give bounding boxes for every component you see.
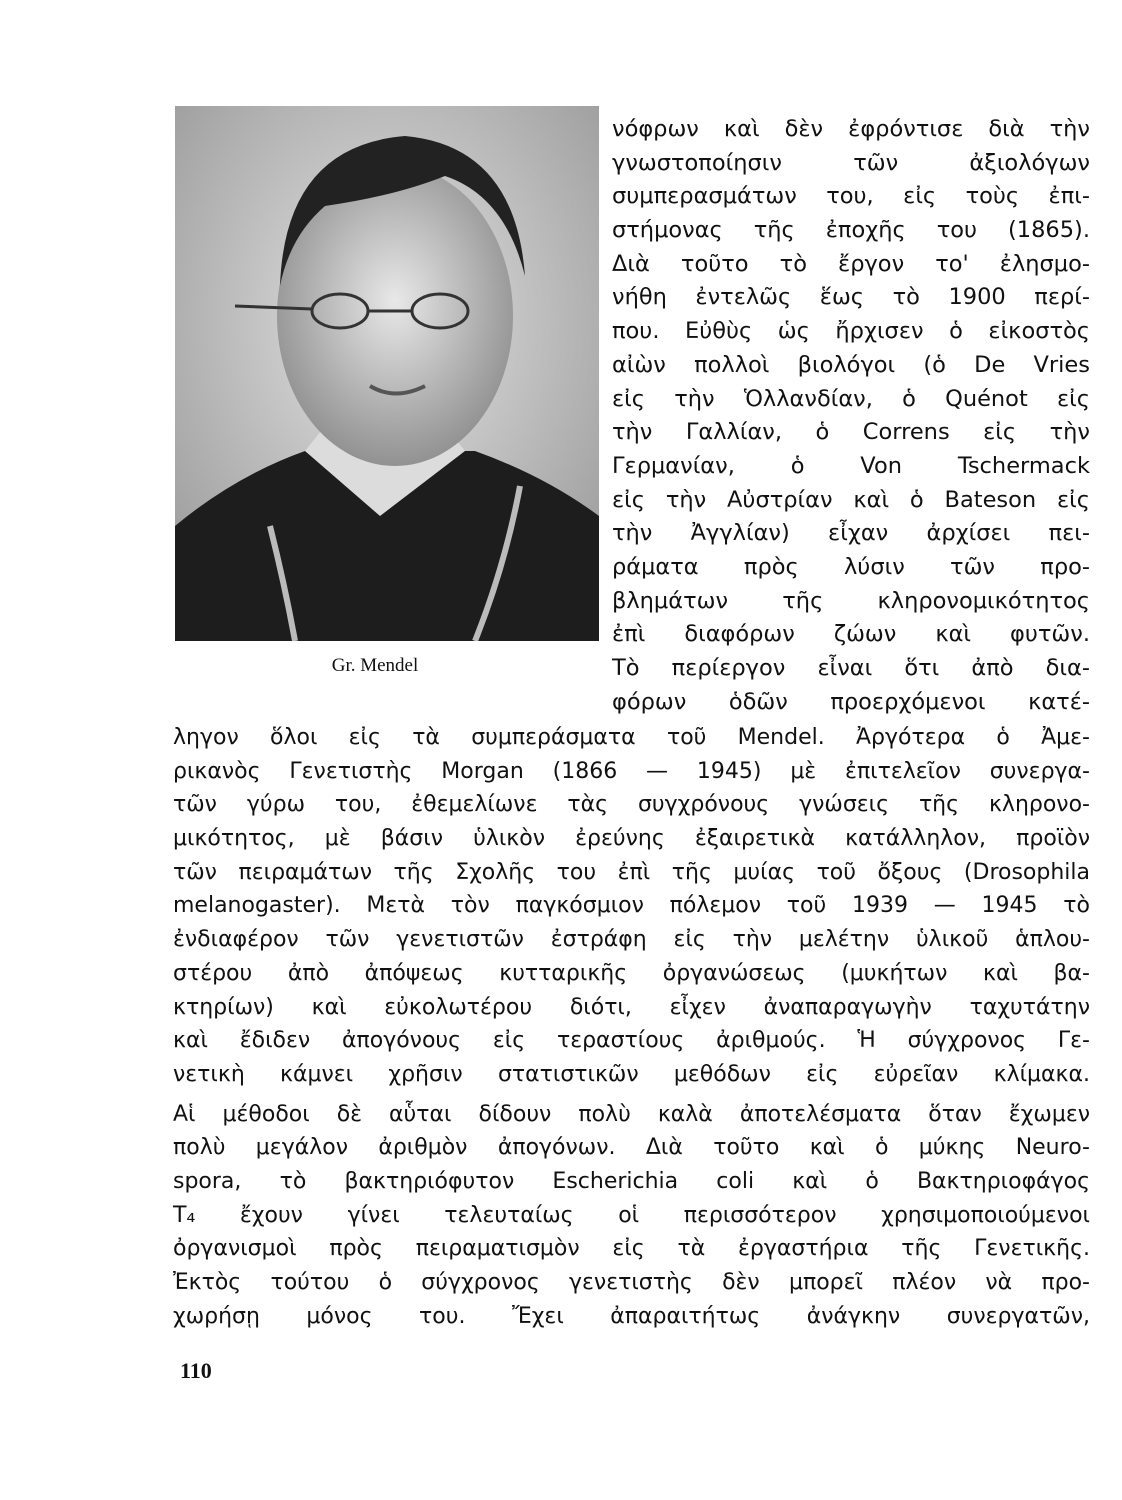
text-line: εἰς τὴν Αὐστρίαν καὶ ὁ Bateson εἰς <box>612 486 1090 513</box>
text-line: συμπερασμάτων του, εἰς τοὺς ἐπι- <box>612 183 1090 210</box>
full-width-text <box>173 721 1090 1333</box>
text-line: γνωστοποίησιν τῶν ἀξιολόγων <box>612 149 1090 176</box>
text-line: T₄ ἔχουν γίνει τελευταίως οἱ περισσότερον χρησιμοποιούμενοι <box>173 1202 1090 1228</box>
text-line: χωρήσῃ μόνος του. Ἔχει ἀπαραιτήτως ἀνάγκην συνεργατῶν, <box>173 1303 1090 1329</box>
text-line: εἰς τὴν Ὁλλανδίαν, ὁ Quénot εἰς <box>612 385 1090 412</box>
text-line: τῶν γύρω του, ἐθεμελίωνε τὰς συγχρόνους γνώσεις τῆς κληρονο- <box>173 792 1090 818</box>
text-line: στέρου ἀπὸ ἀπόψεως κυτταρικῆς ὀργανώσεως (μυκήτων καὶ βα- <box>173 960 1090 986</box>
right-column-text <box>612 113 1090 719</box>
text-line: τὴν Ἀγγλίαν) εἶχαν ἀρχίσει πει- <box>612 520 1090 547</box>
text-line: Αἱ μέθοδοι δὲ αὗται δίδουν πολὺ καλὰ ἀποτελέσματα ὅταν ἔχωμεν <box>173 1101 1090 1127</box>
text-line: ἐπὶ διαφόρων ζώων καὶ φυτῶν. <box>612 621 1090 648</box>
text-line: ληγον ὅλοι εἰς τὰ συμπεράσματα τοῦ Mendel. Ἀργότερα ὁ Ἀμε- <box>173 725 1090 750</box>
text-line: καὶ ἔδιδεν ἀπογόνους εἰς τεραστίους ἀριθμούς. Ἡ σύγχρονος Γε- <box>173 1028 1090 1054</box>
text-line: Ἐκτὸς τούτου ὁ σύγχρονος γενετιστὴς δὲν μπορεῖ πλέον νὰ προ- <box>173 1270 1090 1295</box>
text-line: ἐνδιαφέρον τῶν γενετιστῶν ἐστράφη εἰς τὴν μελέτην ὑλικοῦ ἁπλου- <box>173 927 1090 953</box>
text-line: πολὺ μεγάλον ἀριθμὸν ἀπογόνων. Διὰ τοῦτο καὶ ὁ μύκης Neuro- <box>173 1135 1090 1161</box>
page-number: 110 <box>180 1358 212 1383</box>
text-line: ρικανὸς Γενετιστὴς Morgan (1866 — 1945) μὲ ἐπιτελεῖον συνεργα- <box>173 758 1090 784</box>
text-line: τὴν Γαλλίαν, ὁ Correns εἰς τὴν <box>612 419 1090 446</box>
text-line: που. Εὐθὺς ὡς ἤρχισεν ὁ εἰκοστὸς <box>612 318 1090 345</box>
text-line: spora, τὸ βακτηριόφυτον Escherichia coli καὶ ὁ Βακτηριοφάγος <box>173 1168 1090 1194</box>
text-line: νήθη ἐντελῶς ἕως τὸ 1900 περί- <box>612 284 1090 311</box>
mendel-portrait <box>175 106 599 641</box>
text-line: Γερμανίαν, ὁ Von Tschermack <box>612 452 1090 479</box>
text-line: ράματα πρὸς λύσιν τῶν προ- <box>612 553 1090 580</box>
text-line: melanogaster). Μετὰ τὸν παγκόσμιον πόλεμον τοῦ 1939 — 1945 τὸ <box>173 893 1090 919</box>
text-line: τῶν πειραμάτων τῆς Σχολῆς του ἐπὶ τῆς μυίας τοῦ ὄξους (Drosophila <box>173 859 1090 885</box>
text-line: μικότητος, μὲ βάσιν ὑλικὸν ἐρεύνης ἐξαιρετικὰ κατάλληλον, προϊὸν <box>173 826 1090 852</box>
text-line: κτηρίων) καὶ εὐκολωτέρου διότι, εἶχεν ἀναπαραγωγὴν ταχυτάτην <box>173 994 1090 1020</box>
text-line: αἰὼν πολλοὶ βιολόγοι (ὁ De Vries <box>612 351 1090 378</box>
text-line: ὀργανισμοὶ πρὸς πειραματισμὸν εἰς τὰ ἐργαστήρια τῆς Γενετικῆς. <box>173 1236 1090 1262</box>
text-line: φόρων ὁδῶν προερχόμενοι κατέ- <box>612 688 1090 715</box>
text-line: νετικὴ κάμνει χρῆσιν στατιστικῶν μεθόδων εἰς εὐρεῖαν κλίμακα. <box>173 1061 1090 1087</box>
text-line: Τὸ περίεργον εἶναι ὅτι ἀπὸ δια- <box>612 655 1090 681</box>
text-line: νόφρων καὶ δὲν ἐφρόντισε διὰ τὴν <box>612 116 1090 142</box>
text-line: στήμονας τῆς ἐποχῆς του (1865). <box>612 217 1090 244</box>
text-line: βλημάτων τῆς κληρονομικότητος <box>612 587 1090 614</box>
figure-caption: Gr. Mendel <box>331 655 419 676</box>
text-line: Διὰ τοῦτο τὸ ἔργον το' ἐλησμο- <box>612 250 1090 277</box>
